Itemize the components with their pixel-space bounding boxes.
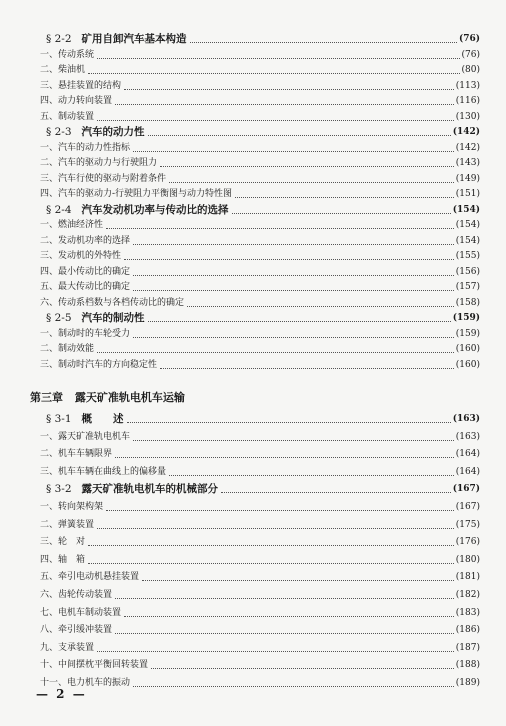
toc-entry: [40, 156, 480, 171]
section-title: 汽车的制动性: [81, 312, 145, 324]
toc-entry: [40, 500, 480, 515]
chapter-heading: [30, 389, 185, 407]
chapter-number: 第三章: [30, 391, 63, 404]
toc-entry-title: 一、转向架构架: [40, 502, 104, 512]
toc-entry-title: 四、最小传动比的确定: [40, 266, 131, 277]
toc-entry-title: 一、露天矿准轨电机车: [40, 431, 131, 442]
toc-page-ref: (151): [455, 189, 480, 199]
section-number: § 2-5: [46, 312, 72, 324]
section-title: 矿用自卸汽车基本构造: [81, 33, 187, 45]
toc-page-ref: (183): [455, 607, 480, 618]
toc-section-entry: [40, 203, 480, 218]
toc-page-ref: (159): [455, 328, 480, 339]
dot-leader: [88, 562, 454, 564]
dot-leader: [97, 351, 454, 353]
dot-leader: [127, 421, 451, 423]
dot-leader: [133, 336, 454, 338]
toc-section-entry: [40, 125, 480, 140]
dot-leader: [187, 305, 454, 307]
toc-page-ref: (113): [455, 80, 480, 91]
toc-entry: [40, 296, 480, 311]
toc-entry: [40, 465, 480, 480]
toc-entry-title: [46, 125, 145, 140]
toc-entry: [40, 141, 480, 156]
chapter-title: 露天矿准轨电机车运输: [74, 391, 185, 404]
toc-page-ref: (159): [452, 313, 480, 323]
toc-entry-title: 六、齿轮传动装置: [40, 590, 113, 600]
section-number: § 3-2: [46, 483, 72, 496]
toc-entry: [40, 249, 480, 264]
toc-entry: [40, 676, 480, 691]
dot-leader: [106, 227, 454, 229]
dot-leader: [160, 367, 454, 369]
toc-entry: [40, 447, 480, 462]
toc-entry: [40, 342, 480, 357]
toc-entry: [40, 110, 480, 125]
toc-entry-title: 五、最大传动比的确定: [40, 282, 131, 292]
toc-entry: [40, 94, 480, 109]
dot-leader: [124, 615, 454, 617]
toc-entry: [40, 641, 480, 656]
toc-entry-title: 二、发动机功率的选择: [40, 235, 131, 246]
toc-entry-title: 九、支承装置: [40, 642, 95, 653]
dot-leader: [124, 88, 454, 90]
toc-entry-title: 五、制动装置: [40, 111, 95, 122]
toc-entry-title: 八、牵引缓冲装置: [40, 625, 113, 636]
toc-entry-title: 一、燃油经济性: [40, 220, 104, 230]
dot-leader: [97, 57, 460, 59]
toc-entry-title: 六、传动系档数与各档传动比的确定: [40, 297, 185, 308]
toc-page-ref: (160): [455, 344, 480, 354]
toc-section-entry: [40, 32, 480, 47]
toc-entry-title: 一、传动系统: [40, 49, 95, 60]
toc-entry-title: 二、汽车的驱动力与行驶阻力: [40, 158, 158, 168]
toc-entry-title: 四、轴 箱: [40, 554, 86, 565]
toc-page-ref: (154): [452, 204, 480, 215]
toc-page-ref: (175): [455, 519, 480, 530]
toc-entry-title: 五、牵引电动机悬挂装置: [40, 572, 140, 583]
toc-section-entry: [40, 412, 480, 427]
dot-leader: [133, 243, 454, 245]
toc-entry: [40, 172, 480, 187]
toc-entry-title: 三、机车车辆在曲线上的偏移量: [40, 466, 167, 477]
dot-leader: [106, 509, 454, 511]
toc-page-ref: (186): [455, 625, 480, 636]
toc-page-ref: (154): [455, 235, 480, 246]
toc-entry: [40, 430, 480, 445]
toc-page-ref: (188): [455, 660, 480, 671]
dot-leader: [133, 685, 454, 687]
toc-page-ref: (163): [455, 431, 480, 442]
toc-page-ref: (176): [455, 537, 480, 548]
toc-page-ref: (160): [455, 359, 480, 370]
dot-leader: [97, 119, 454, 121]
toc-entry-title: 二、柴油机: [40, 65, 86, 75]
toc-entry-title: 一、制动时的车轮受力: [40, 328, 131, 339]
toc-page-ref: (142): [452, 127, 480, 137]
toc-entry-title: 二、机车车辆限界: [40, 449, 113, 460]
toc-entry-title: [46, 482, 218, 497]
toc-page-ref: (167): [455, 502, 480, 512]
toc-page-ref: (164): [455, 466, 480, 477]
toc-entry-title: 七、电机车制动装置: [40, 607, 122, 618]
toc-page-ref: (156): [455, 266, 480, 277]
toc-entry: [40, 570, 480, 585]
toc-entry: [40, 358, 480, 373]
dot-leader: [169, 474, 454, 476]
dot-leader: [115, 456, 454, 458]
toc-entry-title: 二、弹簧装置: [40, 519, 95, 530]
dot-leader: [148, 320, 451, 322]
toc-entry-title: [46, 203, 229, 218]
dot-leader: [133, 274, 454, 276]
dot-leader: [88, 544, 454, 546]
dot-leader: [115, 632, 454, 634]
toc-entry: [40, 553, 480, 568]
dot-leader: [232, 212, 451, 214]
toc-entry-title: [46, 32, 187, 47]
dot-leader: [142, 579, 454, 581]
toc-entry: [40, 79, 480, 94]
toc-entry-title: 三、制动时汽车的方向稳定性: [40, 359, 158, 370]
toc-entry: [40, 63, 480, 78]
section-number: § 2-4: [46, 203, 72, 216]
toc-page-ref: (182): [455, 590, 480, 600]
dot-leader: [124, 258, 454, 260]
dot-leader: [133, 289, 454, 291]
dot-leader: [133, 150, 454, 152]
toc-page-ref: (167): [452, 484, 480, 495]
toc-page-ref: (189): [455, 678, 480, 688]
toc-entry: [40, 327, 480, 342]
toc-page-ref: (116): [455, 96, 480, 106]
toc-entry-title: [46, 412, 124, 427]
toc-page-ref: (143): [455, 158, 480, 168]
toc-page-ref: (76): [461, 49, 480, 60]
toc-entry-title: 一、汽车的动力性指标: [40, 142, 131, 153]
section-number: § 2-3: [46, 126, 72, 138]
toc-entry-title: 三、汽车行使的驱动与附着条件: [40, 173, 167, 184]
dot-leader: [115, 103, 454, 105]
dot-leader: [97, 527, 454, 529]
toc-page-ref: (155): [455, 251, 480, 261]
section-title: 汽车发动机功率与传动比的选择: [81, 203, 229, 216]
section-number: § 2-2: [46, 33, 72, 45]
toc-page-ref: (158): [455, 297, 480, 308]
toc-page-ref: (142): [455, 142, 480, 153]
dot-leader: [221, 491, 451, 493]
toc-page-ref: (130): [455, 111, 480, 122]
toc-entry: [40, 606, 480, 621]
toc-entry: [40, 187, 480, 202]
toc-entry-title: 四、汽车的驱动力-行驶阻力平衡图与动力特性图: [40, 189, 233, 199]
toc-entry-title: [46, 311, 145, 326]
dot-leader: [169, 181, 454, 183]
toc-entry-title: 三、悬挂装置的结构: [40, 80, 122, 91]
toc-entry: [40, 48, 480, 63]
toc-entry: [40, 658, 480, 673]
dot-leader: [88, 72, 460, 74]
toc-page-ref: (76): [458, 34, 480, 44]
toc-entry: [40, 265, 480, 280]
dot-leader: [151, 667, 454, 669]
toc-entry: [40, 280, 480, 295]
toc-entry-title: 四、动力转向装置: [40, 96, 113, 106]
dot-leader: [133, 439, 454, 441]
dot-leader: [97, 650, 454, 652]
dot-leader: [235, 196, 454, 198]
toc-entry: [40, 623, 480, 638]
dot-leader: [190, 41, 457, 43]
toc-page-ref: (157): [455, 282, 480, 292]
page-number: — 2 —: [36, 687, 87, 701]
section-number: § 3-1: [46, 413, 72, 425]
toc-page-ref: (163): [452, 414, 480, 424]
toc-page-ref: (149): [455, 173, 480, 184]
toc-entry-title: 十、中间摆枕平衡回转装置: [40, 660, 149, 671]
toc-page-ref: (181): [455, 572, 480, 583]
toc-page-ref: (180): [455, 554, 480, 565]
toc-entry-title: 三、轮 对: [40, 537, 86, 548]
section-title: 汽车的动力性: [81, 126, 145, 138]
dot-leader: [160, 165, 454, 167]
section-title: 概 述: [81, 413, 124, 425]
toc-entry: [40, 218, 480, 233]
section-title: 露天矿准轨电机车的机械部分: [81, 483, 218, 496]
toc-entry: [40, 518, 480, 533]
toc-section-entry: [40, 311, 480, 326]
toc-page-ref: (164): [455, 449, 480, 460]
toc-page-ref: (154): [455, 220, 480, 230]
dot-leader: [115, 597, 454, 599]
toc-entry-title: 三、发动机的外特性: [40, 251, 122, 261]
toc-entry: [40, 588, 480, 603]
toc-page-ref: (80): [461, 65, 480, 75]
toc-entry: [40, 535, 480, 550]
toc-section-entry: [40, 482, 480, 497]
toc-entry: [40, 234, 480, 249]
toc-page-ref: (187): [455, 642, 480, 653]
toc-entry-title: 二、制动效能: [40, 344, 95, 354]
dot-leader: [148, 134, 451, 136]
toc-entry-title: 十一、电力机车的振动: [40, 678, 131, 688]
